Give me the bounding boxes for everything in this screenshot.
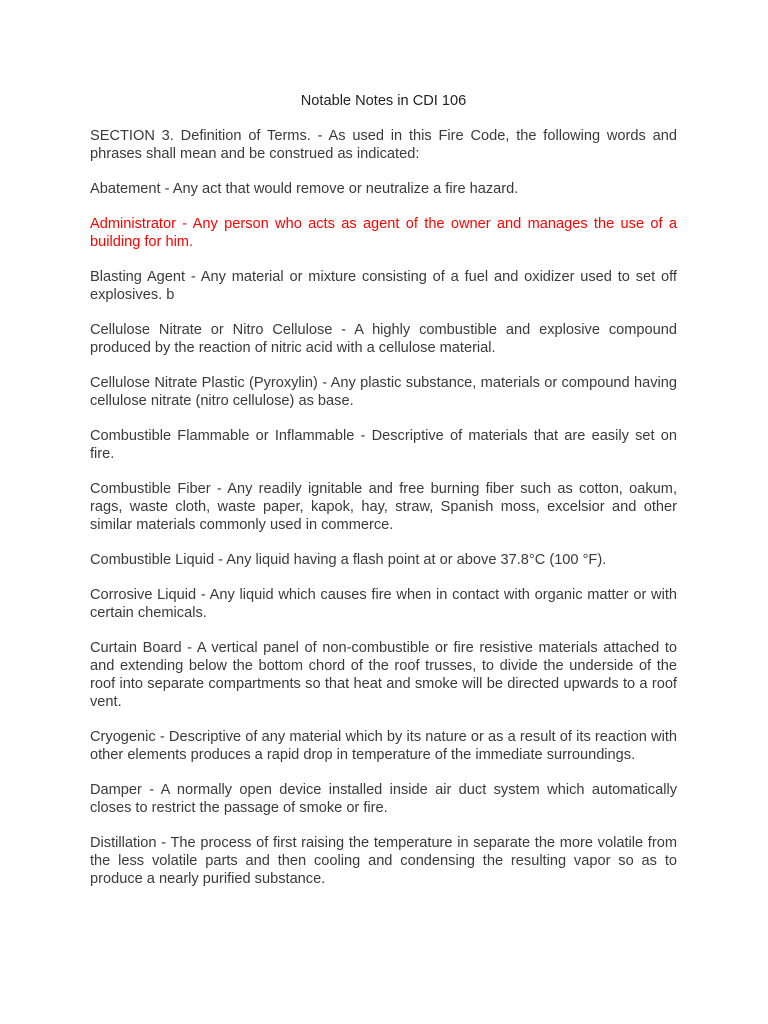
section-intro: SECTION 3. Definition of Terms. - As used in this Fire Code, the following words and phrases shall mean and be construed as indicated: bbox=[90, 128, 677, 162]
definition-combustible-liquid: Combustible Liquid - Any liquid having a flash point at or above 37.8°C (100 °F). bbox=[90, 552, 607, 568]
document-page bbox=[90, 92, 677, 888]
definition-abatement: Abatement - Any act that would remove or neutralize a fire hazard. bbox=[90, 181, 519, 197]
definition-combustible-flammable: Combustible Flammable or Inflammable - Descriptive of materials that are easily set on fire. bbox=[90, 428, 677, 462]
document-title: Notable Notes in CDI 106 bbox=[300, 93, 467, 109]
definition-blasting-agent: Blasting Agent - Any material or mixture consisting of a fuel and oxidizer used to set off explosives. b bbox=[90, 269, 677, 303]
definition-cryogenic: Cryogenic - Descriptive of any material which by its nature or as a result of its reaction with other elements produces a rapid drop in temperature of the immediate surroundings. bbox=[90, 729, 677, 763]
definition-administrator: Administrator - Any person who acts as agent of the owner and manages the use of a building for him. bbox=[90, 216, 677, 250]
definition-distillation: Distillation - The process of first raising the temperature in separate the more volatile from the less volatile parts and then cooling and condensing the resulting vapor so as to produce a nearly purified substance. bbox=[90, 835, 677, 887]
definition-curtain-board: Curtain Board - A vertical panel of non-combustible or fire resistive materials attached to and extending below the bottom chord of the roof trusses, to divide the underside of the roof into separate compartments so that heat and smoke will be directed upwards to a roof vent. bbox=[90, 640, 677, 710]
definition-corrosive-liquid: Corrosive Liquid - Any liquid which causes fire when in contact with organic matter or with certain chemicals. bbox=[90, 587, 677, 621]
definition-cellulose-nitrate-plastic: Cellulose Nitrate Plastic (Pyroxylin) - Any plastic substance, materials or compound having cellulose nitrate (nitro cellulose) as base. bbox=[90, 375, 677, 409]
definition-damper: Damper - A normally open device installed inside air duct system which automatically closes to restrict the passage of smoke or fire. bbox=[90, 782, 677, 816]
definition-combustible-fiber: Combustible Fiber - Any readily ignitable and free burning fiber such as cotton, oakum, rags, waste cloth, waste paper, kapok, hay, straw, Spanish moss, excelsior and other similar materials commonly used in commerce. bbox=[90, 481, 677, 533]
definition-cellulose-nitrate: Cellulose Nitrate or Nitro Cellulose - A highly combustible and explosive compound produced by the reaction of nitric acid with a cellulose material. bbox=[90, 322, 677, 356]
